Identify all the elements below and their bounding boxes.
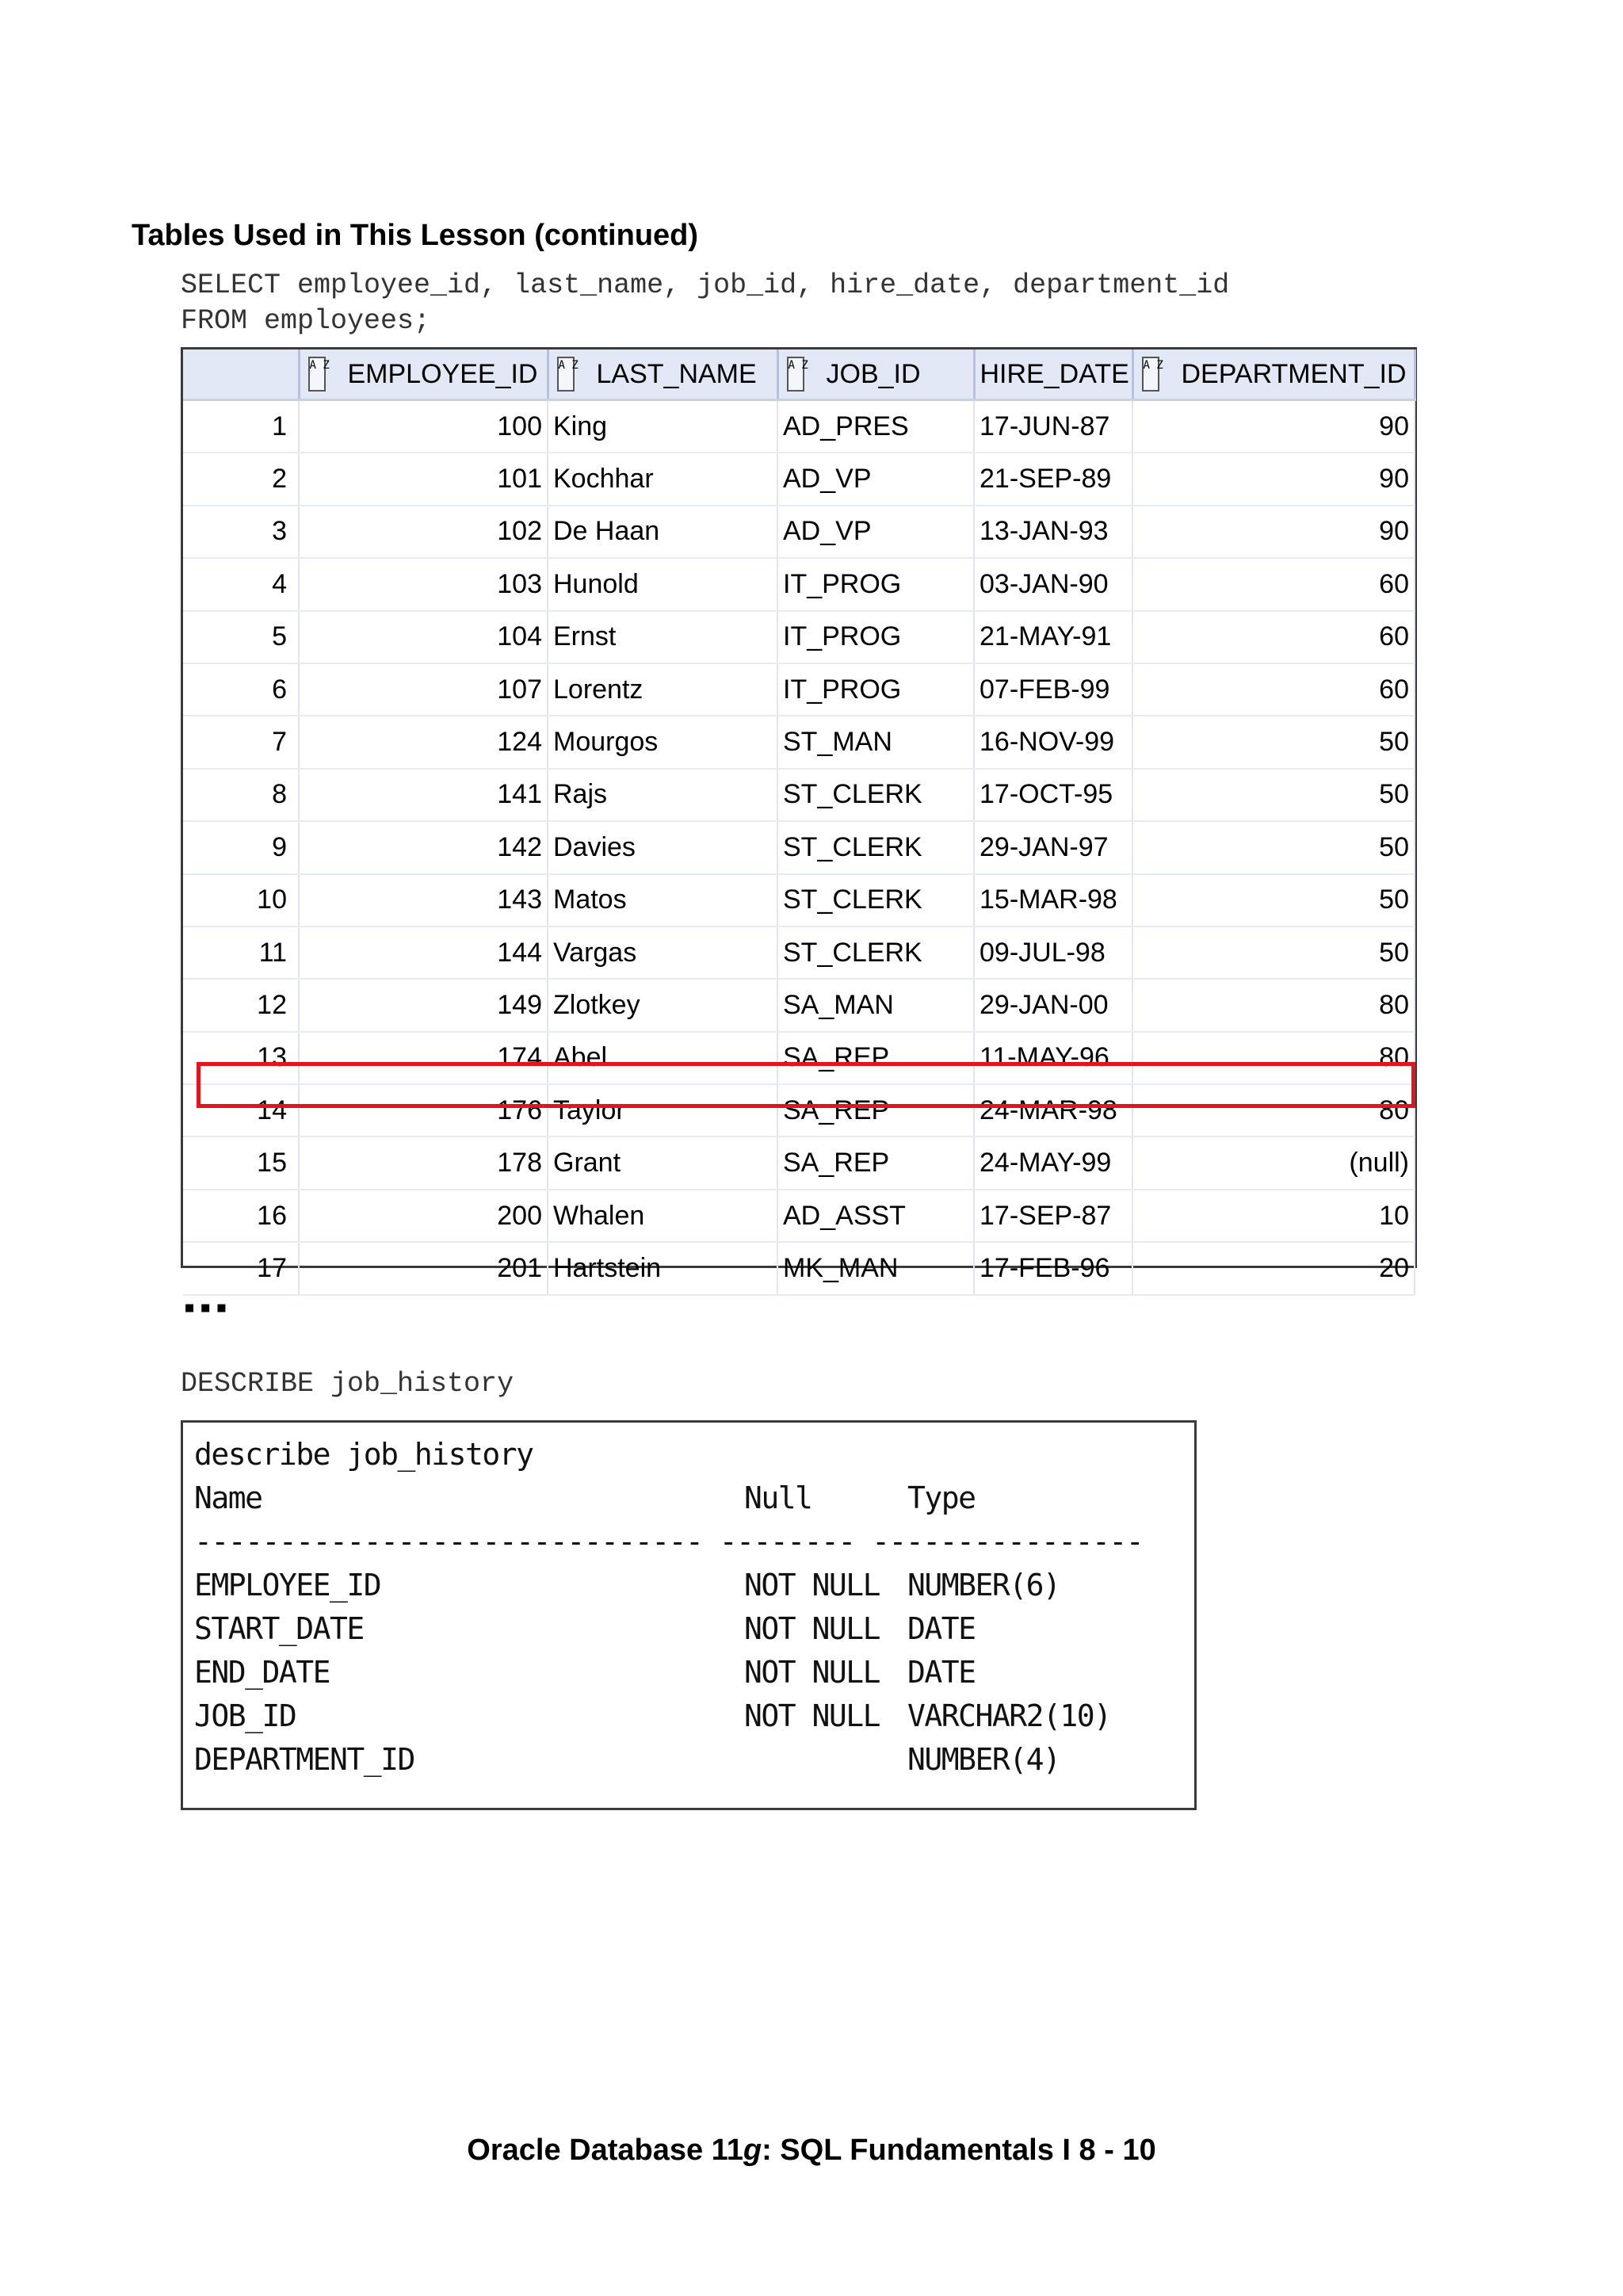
last-name-cell[interactable]: Ernst xyxy=(548,611,777,663)
footer-prefix: Oracle Database 11 xyxy=(467,2134,743,2167)
table-row[interactable] xyxy=(183,611,1415,663)
department-id-cell[interactable]: 80 xyxy=(1132,1084,1415,1137)
last-name-cell[interactable]: Taylor xyxy=(548,1084,777,1137)
row-number-cell[interactable]: 17 xyxy=(183,1242,299,1294)
footer-suffix: : SQL Fundamentals I 8 - 10 xyxy=(762,2134,1156,2167)
last-name-cell[interactable]: Matos xyxy=(548,874,777,926)
row-number-cell[interactable]: 7 xyxy=(183,716,299,768)
job-id-cell[interactable]: IT_PROG xyxy=(777,558,974,610)
employee-id-cell[interactable]: 102 xyxy=(299,506,548,558)
job-id-cell[interactable]: SA_REP xyxy=(777,1032,974,1084)
column-header-employee-id[interactable] xyxy=(299,350,548,400)
last-name-cell[interactable]: Mourgos xyxy=(548,716,777,768)
last-name-cell[interactable]: Vargas xyxy=(548,926,777,979)
job-id-cell[interactable]: ST_MAN xyxy=(777,716,974,768)
column-header-label: EMPLOYEE_ID xyxy=(347,358,538,389)
describe-column-type: NUMBER(6) xyxy=(907,1568,1060,1603)
last-name-cell[interactable]: Davies xyxy=(548,821,777,873)
describe-column-null: NOT NULL xyxy=(744,1611,880,1646)
sql-select-line: SELECT employee_id, last_name, job_id, hire_date, department_id xyxy=(181,269,1230,301)
row-number-cell[interactable]: 6 xyxy=(183,663,299,716)
department-id-cell[interactable]: 90 xyxy=(1132,400,1415,453)
employee-id-cell[interactable]: 174 xyxy=(299,1032,548,1084)
table-row[interactable] xyxy=(183,769,1415,821)
grid-body xyxy=(183,400,1415,1295)
employee-id-cell[interactable]: 178 xyxy=(299,1137,548,1189)
department-id-cell[interactable]: 60 xyxy=(1132,558,1415,610)
table-row[interactable] xyxy=(183,979,1415,1031)
row-number-cell[interactable]: 14 xyxy=(183,1084,299,1137)
employee-id-cell[interactable]: 176 xyxy=(299,1084,548,1137)
describe-separator: ------------------------------ -------- ---------------- xyxy=(194,1524,1144,1559)
table-row[interactable] xyxy=(183,453,1415,505)
employee-id-cell[interactable]: 143 xyxy=(299,874,548,926)
row-number-cell[interactable]: 3 xyxy=(183,506,299,558)
row-number-cell[interactable]: 13 xyxy=(183,1032,299,1084)
sort-az-icon[interactable]: A Z xyxy=(308,357,326,392)
department-id-cell[interactable]: 20 xyxy=(1132,1242,1415,1294)
sort-az-icon[interactable]: A Z xyxy=(557,357,575,392)
hire-date-cell[interactable]: 21-SEP-89 xyxy=(974,453,1132,505)
describe-command: DESCRIBE job_history xyxy=(181,1368,514,1400)
employee-id-cell[interactable]: 124 xyxy=(299,716,548,768)
table-row[interactable] xyxy=(183,506,1415,558)
hire-date-cell[interactable]: 16-NOV-99 xyxy=(974,716,1132,768)
sort-az-icon[interactable]: A Z xyxy=(1142,357,1159,392)
job-id-cell[interactable]: SA_REP xyxy=(777,1137,974,1189)
table-row[interactable] xyxy=(183,1190,1415,1242)
column-header-last-name[interactable] xyxy=(548,350,777,400)
describe-command-echo: describe job_history xyxy=(194,1437,533,1472)
describe-output-box xyxy=(181,1420,1197,1810)
last-name-cell[interactable]: Grant xyxy=(548,1137,777,1189)
job-id-cell[interactable]: AD_VP xyxy=(777,506,974,558)
department-id-cell[interactable]: (null) xyxy=(1132,1137,1415,1189)
describe-column-type: DATE xyxy=(907,1611,976,1646)
describe-column-name: EMPLOYEE_ID xyxy=(194,1568,381,1603)
last-name-cell[interactable]: Abel xyxy=(548,1032,777,1084)
department-id-cell[interactable]: 90 xyxy=(1132,453,1415,505)
describe-column-name: START_DATE xyxy=(194,1611,364,1646)
table-row[interactable] xyxy=(183,716,1415,768)
department-id-cell[interactable]: 60 xyxy=(1132,611,1415,663)
describe-column-null: NOT NULL xyxy=(744,1568,880,1603)
last-name-cell[interactable]: De Haan xyxy=(548,506,777,558)
employee-id-cell[interactable]: 200 xyxy=(299,1190,548,1242)
row-number-cell[interactable]: 16 xyxy=(183,1190,299,1242)
employee-id-cell[interactable]: 101 xyxy=(299,453,548,505)
describe-header-null: Null xyxy=(744,1480,812,1515)
sql-from-line: FROM employees; xyxy=(181,305,431,337)
grid-header-row xyxy=(183,350,1415,400)
last-name-cell[interactable]: Kochhar xyxy=(548,453,777,505)
table-row[interactable] xyxy=(183,926,1415,979)
page-footer xyxy=(0,2134,1623,2168)
row-number-cell[interactable]: 4 xyxy=(183,558,299,610)
employee-id-cell[interactable]: 201 xyxy=(299,1242,548,1294)
column-header-department-id[interactable] xyxy=(1132,350,1415,400)
hire-date-cell[interactable]: 09-JUL-98 xyxy=(974,926,1132,979)
last-name-cell[interactable]: Zlotkey xyxy=(548,979,777,1031)
last-name-cell[interactable]: King xyxy=(548,400,777,453)
last-name-cell[interactable]: Hunold xyxy=(548,558,777,610)
job-id-cell[interactable]: ST_CLERK xyxy=(777,769,974,821)
employee-id-cell[interactable]: 107 xyxy=(299,663,548,716)
column-header-label: JOB_ID xyxy=(826,358,921,389)
column-header-label: DEPARTMENT_ID xyxy=(1181,358,1407,389)
employees-result-grid xyxy=(181,347,1417,1283)
job-id-cell[interactable]: SA_MAN xyxy=(777,979,974,1031)
last-name-cell[interactable]: Hartstein xyxy=(548,1242,777,1294)
table-row[interactable] xyxy=(183,1242,1415,1294)
table-row[interactable] xyxy=(183,400,1415,453)
hire-date-cell[interactable]: 11-MAY-96 xyxy=(974,1032,1132,1084)
job-id-cell[interactable]: ST_CLERK xyxy=(777,821,974,873)
describe-column-name: DEPARTMENT_ID xyxy=(194,1742,414,1777)
hire-date-cell[interactable]: 21-MAY-91 xyxy=(974,611,1132,663)
hire-date-cell[interactable]: 17-JUN-87 xyxy=(974,400,1132,453)
department-id-cell[interactable]: 90 xyxy=(1132,506,1415,558)
table-row[interactable] xyxy=(183,1137,1415,1189)
row-number-cell[interactable]: 9 xyxy=(183,821,299,873)
employee-id-cell[interactable]: 141 xyxy=(299,769,548,821)
hire-date-cell[interactable]: 24-MAR-98 xyxy=(974,1084,1132,1137)
footer-italic: g xyxy=(743,2134,762,2167)
hire-date-cell[interactable]: 29-JAN-00 xyxy=(974,979,1132,1031)
table-row[interactable] xyxy=(183,874,1415,926)
employee-id-cell[interactable]: 149 xyxy=(299,979,548,1031)
row-number-cell[interactable]: 12 xyxy=(183,979,299,1031)
employee-id-cell[interactable]: 103 xyxy=(299,558,548,610)
department-id-cell[interactable]: 60 xyxy=(1132,663,1415,716)
row-number-cell[interactable]: 11 xyxy=(183,926,299,979)
row-number-cell[interactable]: 5 xyxy=(183,611,299,663)
job-id-cell[interactable]: IT_PROG xyxy=(777,611,974,663)
hire-date-cell[interactable]: 03-JAN-90 xyxy=(974,558,1132,610)
row-number-cell[interactable]: 15 xyxy=(183,1137,299,1189)
page-heading: Tables Used in This Lesson (continued) xyxy=(132,219,699,252)
employees-table xyxy=(183,350,1416,1296)
describe-column-null: NOT NULL xyxy=(744,1655,880,1690)
column-header-label: HIRE_DATE xyxy=(980,358,1129,389)
hire-date-cell[interactable]: 13-JAN-93 xyxy=(974,506,1132,558)
hire-date-cell[interactable]: 17-FEB-96 xyxy=(974,1242,1132,1294)
describe-column-type: NUMBER(4) xyxy=(907,1742,1060,1777)
describe-column-null: NOT NULL xyxy=(744,1698,880,1733)
describe-column-name: JOB_ID xyxy=(194,1698,296,1733)
describe-header-name: Name xyxy=(194,1480,262,1515)
table-row[interactable] xyxy=(183,1032,1415,1084)
describe-column-type: VARCHAR2(10) xyxy=(907,1698,1111,1733)
hire-date-cell[interactable]: 07-FEB-99 xyxy=(974,663,1132,716)
hire-date-cell[interactable]: 24-MAY-99 xyxy=(974,1137,1132,1189)
hire-date-cell[interactable]: 17-OCT-95 xyxy=(974,769,1132,821)
hire-date-cell[interactable]: 17-SEP-87 xyxy=(974,1190,1132,1242)
hire-date-cell[interactable]: 29-JAN-97 xyxy=(974,821,1132,873)
row-number-header xyxy=(183,350,299,400)
employee-id-cell[interactable]: 100 xyxy=(299,400,548,453)
employee-id-cell[interactable]: 142 xyxy=(299,821,548,873)
department-id-cell[interactable]: 10 xyxy=(1132,1190,1415,1242)
employee-id-cell[interactable]: 144 xyxy=(299,926,548,979)
department-id-cell[interactable]: 50 xyxy=(1132,926,1415,979)
row-number-cell[interactable]: 8 xyxy=(183,769,299,821)
department-id-cell[interactable]: 80 xyxy=(1132,1032,1415,1084)
job-id-cell[interactable]: ST_CLERK xyxy=(777,926,974,979)
sort-az-icon[interactable]: A Z xyxy=(787,357,804,392)
describe-column-type: DATE xyxy=(907,1655,976,1690)
continuation-ellipsis: ▪▪▪ xyxy=(184,1290,232,1325)
department-id-cell[interactable]: 50 xyxy=(1132,874,1415,926)
job-id-cell[interactable]: MK_MAN xyxy=(777,1242,974,1294)
describe-header-type: Type xyxy=(907,1480,976,1515)
table-row[interactable] xyxy=(183,1084,1415,1137)
employee-id-cell[interactable]: 104 xyxy=(299,611,548,663)
job-id-cell[interactable]: AD_PRES xyxy=(777,400,974,453)
column-header-hire-date[interactable] xyxy=(974,350,1132,400)
department-id-cell[interactable]: 50 xyxy=(1132,821,1415,873)
column-header-label: LAST_NAME xyxy=(596,358,757,389)
column-header-job-id[interactable] xyxy=(777,350,974,400)
describe-column-name: END_DATE xyxy=(194,1655,330,1690)
row-number-cell[interactable]: 2 xyxy=(183,453,299,505)
job-id-cell[interactable]: SA_REP xyxy=(777,1084,974,1137)
job-id-cell[interactable]: AD_VP xyxy=(777,453,974,505)
row-number-cell[interactable]: 1 xyxy=(183,400,299,453)
department-id-cell[interactable]: 50 xyxy=(1132,769,1415,821)
row-number-cell[interactable]: 10 xyxy=(183,874,299,926)
last-name-cell[interactable]: Whalen xyxy=(548,1190,777,1242)
department-id-cell[interactable]: 80 xyxy=(1132,979,1415,1031)
job-id-cell[interactable]: ST_CLERK xyxy=(777,874,974,926)
table-row[interactable] xyxy=(183,558,1415,610)
table-row[interactable] xyxy=(183,821,1415,873)
table-row[interactable] xyxy=(183,663,1415,716)
last-name-cell[interactable]: Lorentz xyxy=(548,663,777,716)
job-id-cell[interactable]: IT_PROG xyxy=(777,663,974,716)
job-id-cell[interactable]: AD_ASST xyxy=(777,1190,974,1242)
department-id-cell[interactable]: 50 xyxy=(1132,716,1415,768)
hire-date-cell[interactable]: 15-MAR-98 xyxy=(974,874,1132,926)
last-name-cell[interactable]: Rajs xyxy=(548,769,777,821)
